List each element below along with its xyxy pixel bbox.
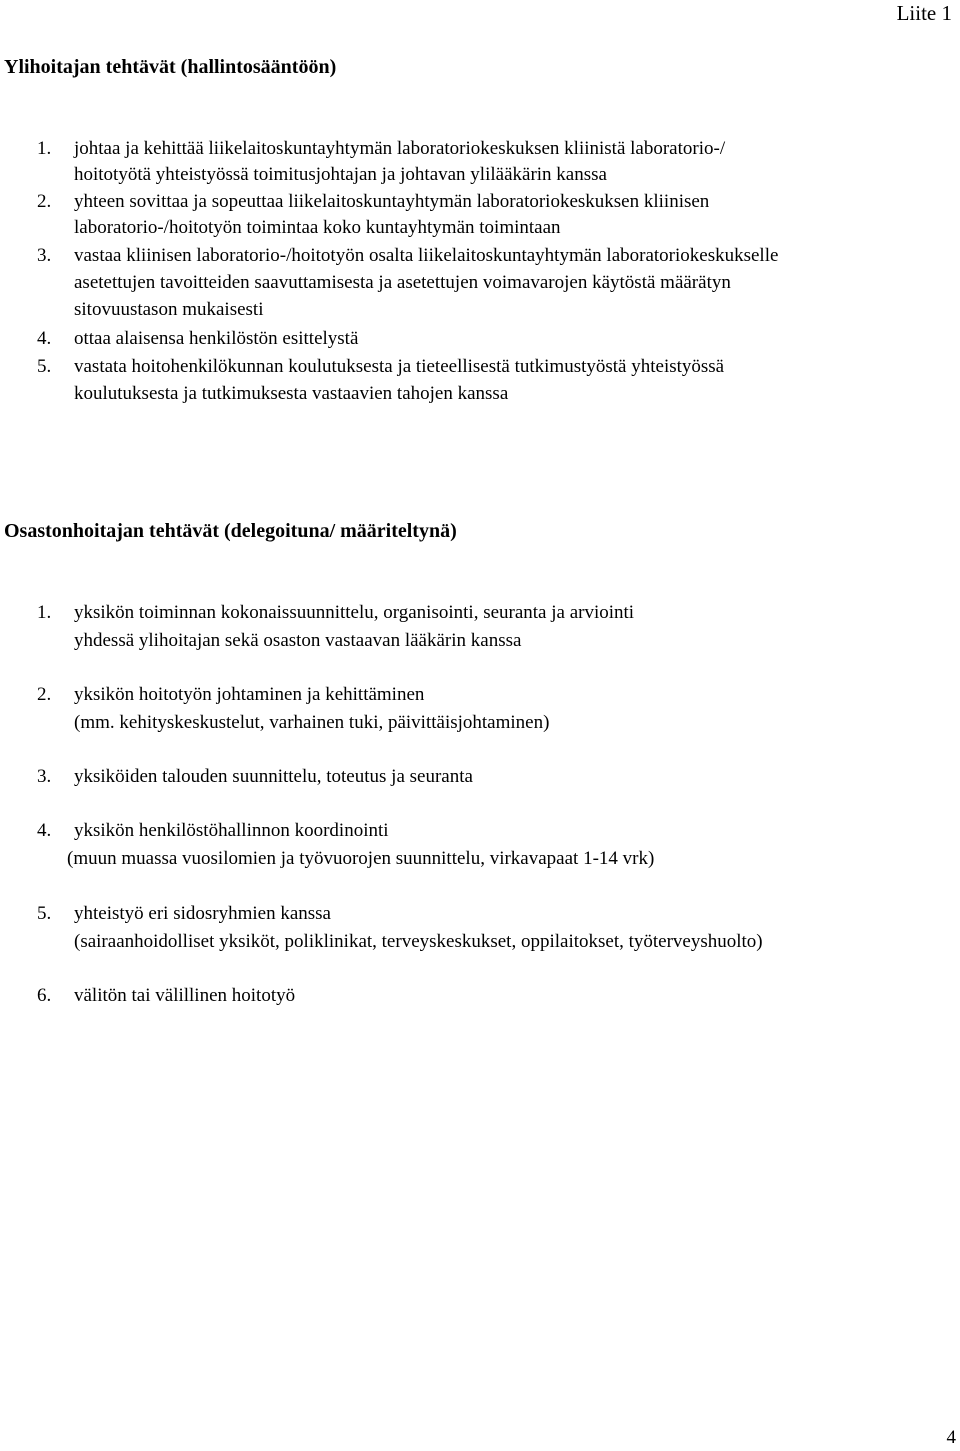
- list-item-text: laboratorio-/hoitotyön toimintaa koko kuntayhtymän toimintaan: [74, 217, 561, 238]
- list-item-text: johtaa ja kehittää liikelaitoskuntayhtymän laboratoriokeskuksen kliinistä laboratorio-/: [74, 138, 726, 159]
- list-item-text: sitovuustason mukaisesti: [74, 299, 264, 320]
- list-item-text: yksiköiden talouden suunnittelu, toteutus ja seuranta: [74, 766, 473, 787]
- list-item-number: 5.: [37, 356, 52, 377]
- list-item-number: 1.: [37, 138, 52, 159]
- list-item-text: vastaa kliinisen laboratorio-/hoitotyön osalta liikelaitoskuntayhtymän laboratoriokeskukselle: [74, 245, 779, 266]
- list-item-text: yhteen sovittaa ja sopeuttaa liikelaitoskuntayhtymän laboratoriokeskuksen kliinisen: [74, 191, 710, 212]
- list-item-number: 2.: [37, 684, 52, 705]
- list-item-text: yksikön toiminnan kokonaissuunnittelu, organisointi, seuranta ja arviointi: [74, 602, 635, 623]
- list-item-text: vastata hoitohenkilökunnan koulutuksesta ja tieteellisestä tutkimustyöstä yhteistyössä: [74, 356, 725, 377]
- list-item-text: yksikön hoitotyön johtaminen ja kehittäminen: [74, 684, 425, 705]
- list-item-number: 1.: [37, 602, 52, 623]
- list-item-number: 3.: [37, 766, 52, 787]
- list-item-text: (muun muassa vuosilomien ja työvuorojen suunnittelu, virkavapaat 1-14 vrk): [67, 848, 655, 869]
- list-item-text: asetettujen tavoitteiden saavuttamisesta ja asetettujen voimavarojen käytöstä määrätyn: [74, 272, 731, 293]
- page-number: 4: [946, 1427, 956, 1448]
- attachment-label: Liite 1: [896, 1, 952, 25]
- list-item-text: yksikön henkilöstöhallinnon koordinointi: [74, 820, 389, 841]
- list-item-number: 6.: [37, 985, 52, 1006]
- section-title-ylihoitaja: Ylihoitajan tehtävät (hallintosääntöön): [4, 56, 337, 78]
- list-item-text: yhdessä ylihoitajan sekä osaston vastaavan lääkärin kanssa: [74, 630, 522, 651]
- list-item-number: 3.: [37, 245, 52, 266]
- list-item-text: (sairaanhoidolliset yksiköt, poliklinikat, terveyskeskukset, oppilaitokset, työterveyshuolto): [74, 931, 763, 952]
- list-item-text: välitön tai välillinen hoitotyö: [74, 985, 296, 1006]
- list-item-number: 2.: [37, 191, 52, 212]
- list-item-number: 5.: [37, 903, 52, 924]
- list-item-number: 4.: [37, 328, 52, 349]
- list-item-number: 4.: [37, 820, 52, 841]
- list-item-text: hoitotyötä yhteistyössä toimitusjohtajan ja johtavan ylilääkärin kanssa: [74, 164, 607, 185]
- list-item-text: ottaa alaisensa henkilöstön esittelystä: [74, 328, 359, 349]
- list-item-text: (mm. kehityskeskustelut, varhainen tuki, päivittäisjohtaminen): [74, 712, 550, 733]
- section-title-osastonhoitaja: Osastonhoitajan tehtävät (delegoituna/ määriteltynä): [4, 520, 457, 542]
- list-item-text: yhteistyö eri sidosryhmien kanssa: [74, 903, 331, 924]
- list-item-text: koulutuksesta ja tutkimuksesta vastaavien tahojen kanssa: [74, 383, 509, 404]
